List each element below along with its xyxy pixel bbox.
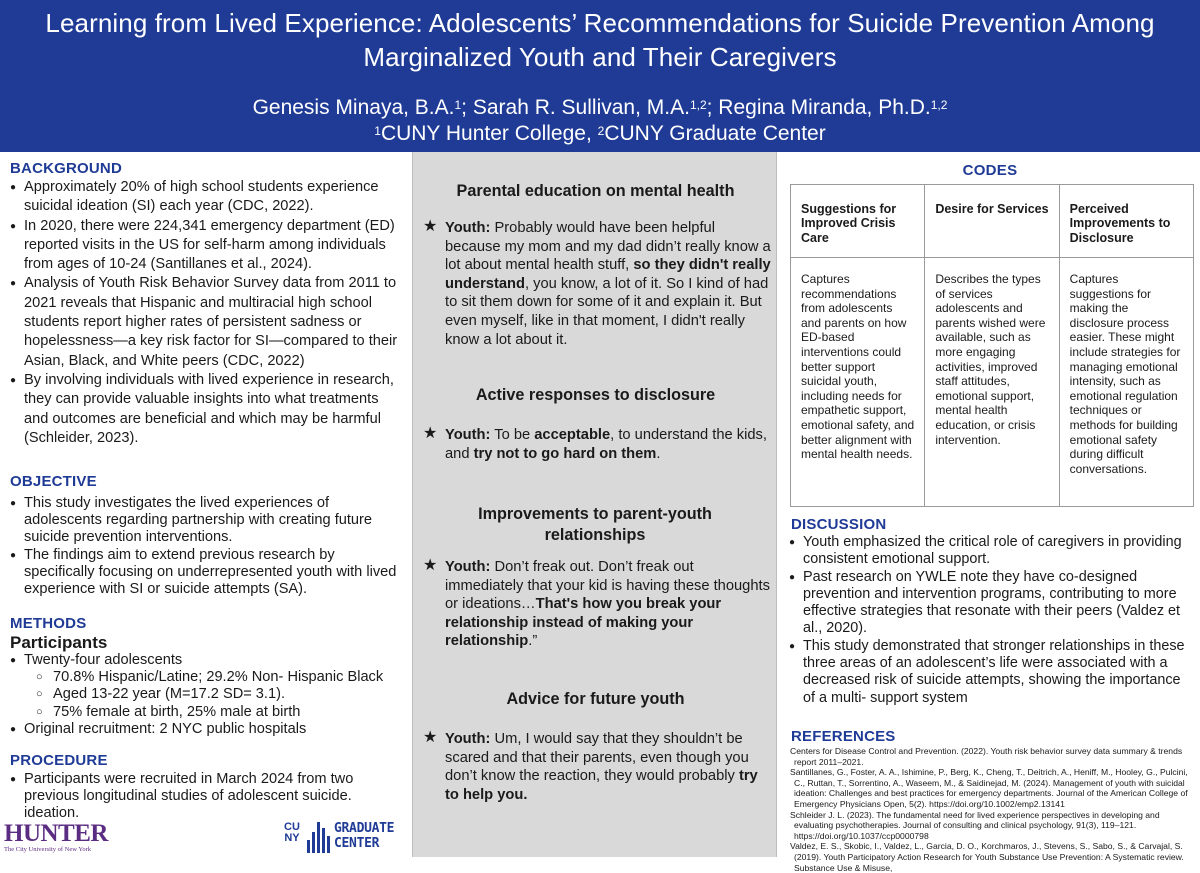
quote-emphasis: acceptable [534,427,611,443]
quote-emphasis: try not to go hard on them [473,445,657,462]
code-description: Captures recommendations from adolescents and parents on how ED-based interventions could better support suicidal youth, including needs for empathetic support, emotional safety, and better alignment with mental health needs. [791,258,925,507]
quote-text [425,219,773,349]
theme-heading: Active responses to disclosure [475,386,716,404]
quote-body [445,220,771,348]
affiliation: CUNY Hunter College [380,122,586,145]
sub-list-item: ○ Aged 13-22 year (M=17.2 SD= 3.1). [24,686,398,703]
methods-list [10,652,398,738]
reference-item: Centers for Disease Control and Prevention. (2022). Youth risk behavior survey data summary & trends report 2011–2021. [790,746,1183,767]
theme-heading: Improvements to parent-youth relationships [478,505,712,544]
author-affil-sup: 1,2 [689,98,707,112]
quote-text [425,558,773,651]
list-item: ● Youth emphasized the critical role of caregivers in providing consistent emotional support. [789,534,1195,569]
graduate-center-bars-icon [306,820,332,854]
procedure-heading: PROCEDURE [10,752,108,769]
code-description: Captures suggestions for making the disclosure process easier. These might include strategies for managing emotional intensity, such as emotional regulation techniques or methods for building emotional safety during difficult conversations. [1059,258,1193,507]
quote-segment: To be [490,427,535,443]
graduate-center-line-1: GRADUATE [334,821,395,836]
list-item: ● By involving individuals with lived experience in research, they can provide valuable insights into what treatments and outcomes are beneficial and which may be harmful (Schleider, 2023). [10,371,398,448]
cuny-logo-text: CU NY [284,821,300,844]
author-name: Regina Miranda, Ph.D. [718,96,931,119]
star-bullet-icon: ★ [423,425,438,442]
star-bullet-icon: ★ [423,557,438,574]
theme-quote [425,219,773,349]
quote-segment: .” [528,633,538,650]
codes-header-row [791,185,1194,258]
poster-header [0,0,1200,152]
quote-text [425,426,773,463]
quote-speaker: Youth: [445,427,491,443]
author-list: Genesis Minaya, B.A.$^1$; Sarah R. Sullivan, M.A.$^{1,2}$; Regina Miranda, Ph.D.$^{1,2}$ [252,96,948,119]
author-affil-sup: 1 [454,98,462,112]
procedure-list [10,771,398,823]
hunter-logo-word: HUNTER [4,820,108,847]
theme-heading: Parental education on mental health [456,182,735,200]
title-line-1: Learning from Lived Experience: Adolescents’ Recommendations for Suicide Prevention Among [45,8,1155,38]
author-name: Sarah R. Sullivan, M.A. [472,96,690,119]
quote-emphasis: so they didn't really understand [445,257,771,292]
objective-list [10,495,398,598]
theme-heading: Advice for future youth [506,690,685,708]
objective-heading: OBJECTIVE [10,473,97,490]
theme-quote [425,730,773,804]
graduate-center-logo [282,818,400,856]
codes-heading: CODES [962,162,1018,179]
hunter-logo-tagline: The City University of New York [4,846,92,853]
quote-segment: Probably would have been helpful because my mom and my dad didn’t really know a lot about mental health stuff, [445,220,771,274]
poster-title [20,6,1180,74]
quote-emphasis: That's how you break your relationship instead of making your relationship [445,596,722,650]
quote-segment: , you know, a lot of it. So I kind of had to sit them down for some of it and explain it. But even myself, like in that moment, I didn't really know a lot about it. [445,275,769,348]
sub-list-item: ○ 75% female at birth, 25% male at birth [24,704,398,721]
quote-segment: . [656,445,661,462]
list-item: ● Participants were recruited in March 2024 from two previous longitudinal studies of adolescent suicide. ideation. [10,771,398,823]
list-item: ● Original recruitment: 2 NYC public hospitals [10,721,398,738]
author-name: Genesis Minaya, B.A. [252,96,455,119]
list-item: ● In 2020, there were 224,341 emergency department (ED) reported visits in the US for self-harm among individuals from ages of 10-24 (Santillanes et al., 2024). [10,217,398,275]
list-item: ● Analysis of Youth Risk Behavior Survey data from 2011 to 2021 reveals that Hispanic and multiracial high school students report higher rates of persistent sadness or hopelessness—a key risk factor for SI—compared to their Asian, Black, and White peers (CDC, 2022) [10,274,398,370]
star-bullet-icon: ★ [423,218,438,235]
affil-sup: 2 [597,124,605,138]
code-title: Suggestions for Improved Crisis Care [791,185,925,258]
codes-description-row [791,258,1194,507]
quote-body [445,427,767,462]
list-item: ● Approximately 20% of high school students experience suicidal ideation (SI) each year (CDC, 2022). [10,178,398,217]
background-heading: BACKGROUND [10,160,122,177]
quote-body [445,559,770,649]
affiliation: CUNY Graduate Center [604,122,826,145]
quote-body [445,731,758,803]
list-item: ● The findings aim to extend previous research by specifically focusing on underrepresented youth with lived experience with SI or suicide attempts (SA). [10,547,398,599]
quote-speaker: Youth: [445,731,491,747]
quote-speaker: Youth: [445,220,491,236]
reference-item: Santillanes, G., Foster, A. A., Ishimine, P., Berg, K., Cheng, T., Deitrich, A., Heniff, M., Hooley, G., Pulcini, C., Ruttan, T., Sorrentino, A., Waseem, M., & Saidinejad, M. (2024). Management of youth with suicidal ideation: Challenges and best practices for emergency departments. Journal of the American College of Emergency Physicians Open, 5(2). https://doi.org/10.1002/emp2.13141 [790,767,1188,809]
quote-segment: Um, I would say that they shouldn’t be scared and that their parents, even though you don’t know the reaction, they would probably [445,731,749,785]
discussion-list [789,534,1195,707]
star-bullet-icon: ★ [423,729,438,746]
list-item: ● This study demonstrated that stronger relationships in these three areas of an adolescent’s life were associated with a decreased risk of suicide attempts, showing the importance of a multi- support system [789,638,1195,707]
theme-quote [425,426,773,463]
list-item: ● Past research on YWLE note they have co-designed prevention and intervention programs, contributing to more effective strategies that resonate with their peers (Valdez et al., 2020). [789,569,1195,638]
codes-table [790,184,1194,507]
list-item-text: Twenty-four adolescents [24,652,183,668]
quote-segment: , to understand the kids, and [445,427,767,462]
graduate-center-line-2: CENTER [334,836,380,851]
code-description: Describes the types of services adolescents and parents wished were available, such as more engaging activities, improved staff attitudes, emotional support, mental health education, or crisis intervention. [925,258,1059,507]
participants-subheading: Participants [10,633,108,652]
list-item [10,652,398,721]
references-heading: REFERENCES [791,728,896,745]
quote-text [425,730,773,804]
quote-speaker: Youth: [445,559,491,575]
title-line-2: Marginalized Youth and Their Caregivers [363,42,837,72]
reference-item: Schleider J. L. (2023). The fundamental need for lived experience perspectives in developing and evaluating psychotherapies. Journal of consulting and clinical psychology, 91(3), 119–121. https://doi.org/10.1037/ccp0000798 [790,809,1160,841]
methods-heading: METHODS [10,615,87,632]
list-item: ● This study investigates the lived experiences of adolescents regarding partnership with creating future suicide prevention interventions. [10,495,398,547]
affil-sup: 1 [374,124,381,138]
graduate-center-wordmark [334,821,394,851]
discussion-heading: DISCUSSION [791,516,887,533]
background-list [10,178,398,448]
references-list [790,746,1196,873]
theme-quote [425,558,773,651]
themes-panel [412,152,777,857]
code-title: Desire for Services [925,185,1059,258]
author-affil-sup: 1,2 [930,98,948,112]
hunter-college-logo [4,820,108,856]
sub-list-item: ○ 70.8% Hispanic/Latine; 29.2% Non- Hispanic Black [24,669,398,686]
participants-sublist [24,669,398,721]
code-title: Perceived Improvements to Disclosure [1059,185,1193,258]
affiliation-list: $^1$CUNY Hunter College, $^2$CUNY Graduate Center [374,122,826,145]
right-column [780,152,1200,873]
reference-item: Valdez, E. S., Skobic, I., Valdez, L., Garcia, D. O., Korchmaros, J., Stevens, S., Sabo, S., & Carvajal, S. (2019). Youth Participatory Action Research for Youth Substance Use Prevention: A Systematic review. Substance Use & Misuse, [790,841,1184,873]
quote-segment: Don’t freak out. Don’t freak out immediately that your kid is having these thoughts or ideations… [445,559,770,613]
quote-emphasis: try to help you. [445,768,758,803]
